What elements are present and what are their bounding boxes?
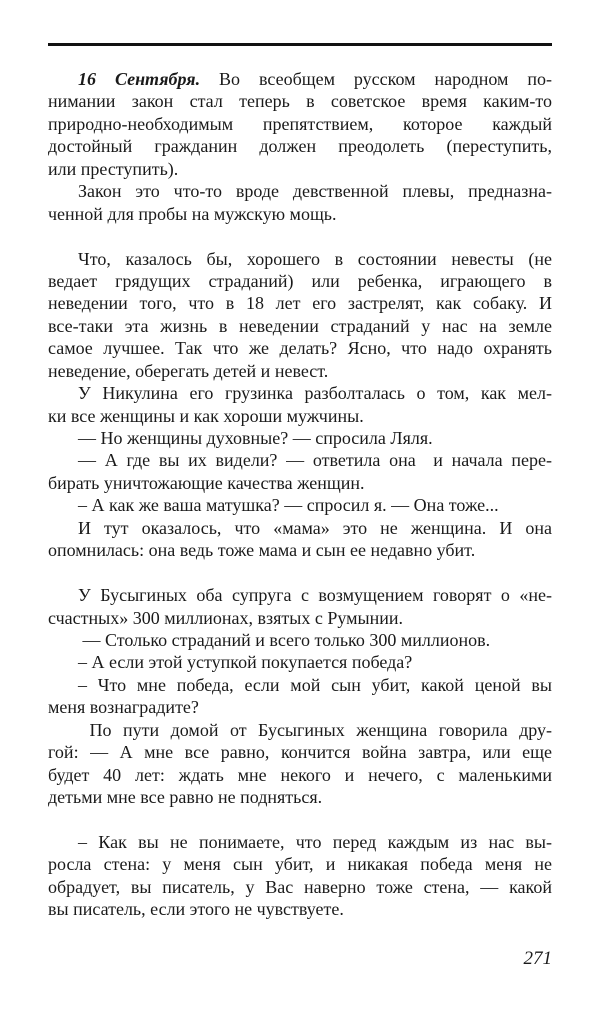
line-text: ченной для пробы на мужскую мощь. [48,203,337,224]
line-text: бирать уничтожающие качества женщин. [48,472,365,493]
line-text: У Никулина его грузинка разболталась о том, как мел- [78,383,552,404]
line-text: самое лучшее. Так что же делать? Ясно, что надо охранять [48,338,552,359]
text-line [48,337,552,359]
paragraph [48,68,552,180]
text-line [48,629,552,651]
text-line [48,90,552,112]
line-text: Во всеобщем русском народном по- [200,69,553,89]
text-line [48,876,552,898]
paragraph [48,382,552,427]
text-line [48,494,552,516]
paragraph [48,517,552,562]
text-line [48,113,552,135]
text-line [48,674,552,696]
line-text: – Что мне победа, если мой сын убит, какой ценой вы [78,674,552,695]
line-text: или преступить). [48,158,179,179]
line-text: – Как вы не понимаете, что перед каждым из нас вы- [78,831,552,852]
text-line [48,427,552,449]
text-line [48,741,552,763]
text-line [48,360,552,382]
text-line [48,68,552,90]
text-line [48,607,552,629]
paragraph [48,831,552,921]
line-text: нимании закон стал теперь в советское время каким-то [48,91,552,112]
line-text: опомнилась: она ведь тоже мама и сын ее недавно убит. [48,540,476,561]
text-line [48,786,552,808]
page-body [48,68,552,943]
line-text: меня вознаградите? [48,697,199,718]
line-text: счастных» 300 миллионах, взятых с Румынии. [48,607,403,628]
text-section [48,68,552,225]
header-rule [48,43,552,46]
page-number: 271 [523,948,552,969]
text-line [48,203,552,225]
text-line [48,292,552,314]
text-line [48,517,552,539]
text-line [48,248,552,270]
line-text: вы писатель, если этого не чувствуете. [48,899,344,920]
text-line [48,584,552,606]
text-line [48,315,552,337]
line-text: Закон это что-то вроде девственной плевы, предназна- [78,181,552,202]
line-text: У Бусыгиных оба супруга с возмущением говорят о «не- [78,585,552,606]
text-line [48,898,552,920]
text-line [48,135,552,157]
line-text: природно-необходимым препятствием, которое каждый [48,113,552,134]
paragraph [48,494,552,516]
paragraph [48,674,552,719]
text-line [48,764,552,786]
line-text: — А где вы их видели? — ответила она и начала пере- [78,450,552,471]
text-line [48,382,552,404]
text-line [48,405,552,427]
text-line [48,719,552,741]
text-line [48,270,552,292]
line-text: гой: — А мне все равно, кончится война завтра, или еще [48,742,552,763]
line-text: детьми мне все равно не подняться. [48,787,323,807]
line-text: ведает грядущих страданий) или ребенка, играющего в [48,270,552,291]
line-text: неведении того, что в 18 лет его застрелят, как собаку. И [48,293,552,314]
line-text: — Столько страданий и всего только 300 миллионов. [78,629,491,650]
text-line [48,696,552,718]
paragraph [48,248,552,383]
text-line [48,831,552,853]
paragraph [48,449,552,494]
line-text: неведение, оберегать детей и невест. [48,360,329,381]
paragraph [48,180,552,225]
line-text: И тут оказалось, что «мама» это не женщина. И она [78,517,552,538]
line-text: обрадует, вы писатель, у Вас наверно тоже стена, — какой [48,876,552,897]
line-text: все-таки эта жизнь в неведении страданий у нас на земле [48,315,552,336]
text-line [48,539,552,561]
line-text: – А если этой уступкой покупается победа? [78,652,413,673]
line-text: будет 40 лет: ждать мне некого и нечего, с маленькими [48,764,552,785]
text-line [48,158,552,180]
line-text: ки все женщины и как хороши мужчины. [48,405,364,426]
line-text: Что, казалось бы, хорошего в состоянии невесты (не [78,248,552,269]
paragraph [48,427,552,449]
line-text: росла стена: у меня сын убит, и никакая победа меня не [48,854,552,875]
text-line [48,853,552,875]
text-line [48,651,552,673]
text-line [48,449,552,471]
line-text: — Но женщины духовные? — спросила Ляля. [78,428,433,448]
text-line [48,472,552,494]
line-text: По пути домой от Бусыгиных женщина говорила дру- [78,719,553,740]
text-section [48,831,552,921]
paragraph [48,629,552,651]
paragraph [48,651,552,673]
text-section [48,584,552,808]
line-text: – А как же ваша матушка? — спросил я. — Она тоже... [78,495,499,516]
text-line [48,180,552,202]
line-text: достойный гражданин должен преодолеть (переступить, [48,136,552,157]
entry-date: 16 Сентября. [78,69,201,89]
paragraph [48,719,552,809]
text-section [48,248,552,562]
paragraph [48,584,552,629]
